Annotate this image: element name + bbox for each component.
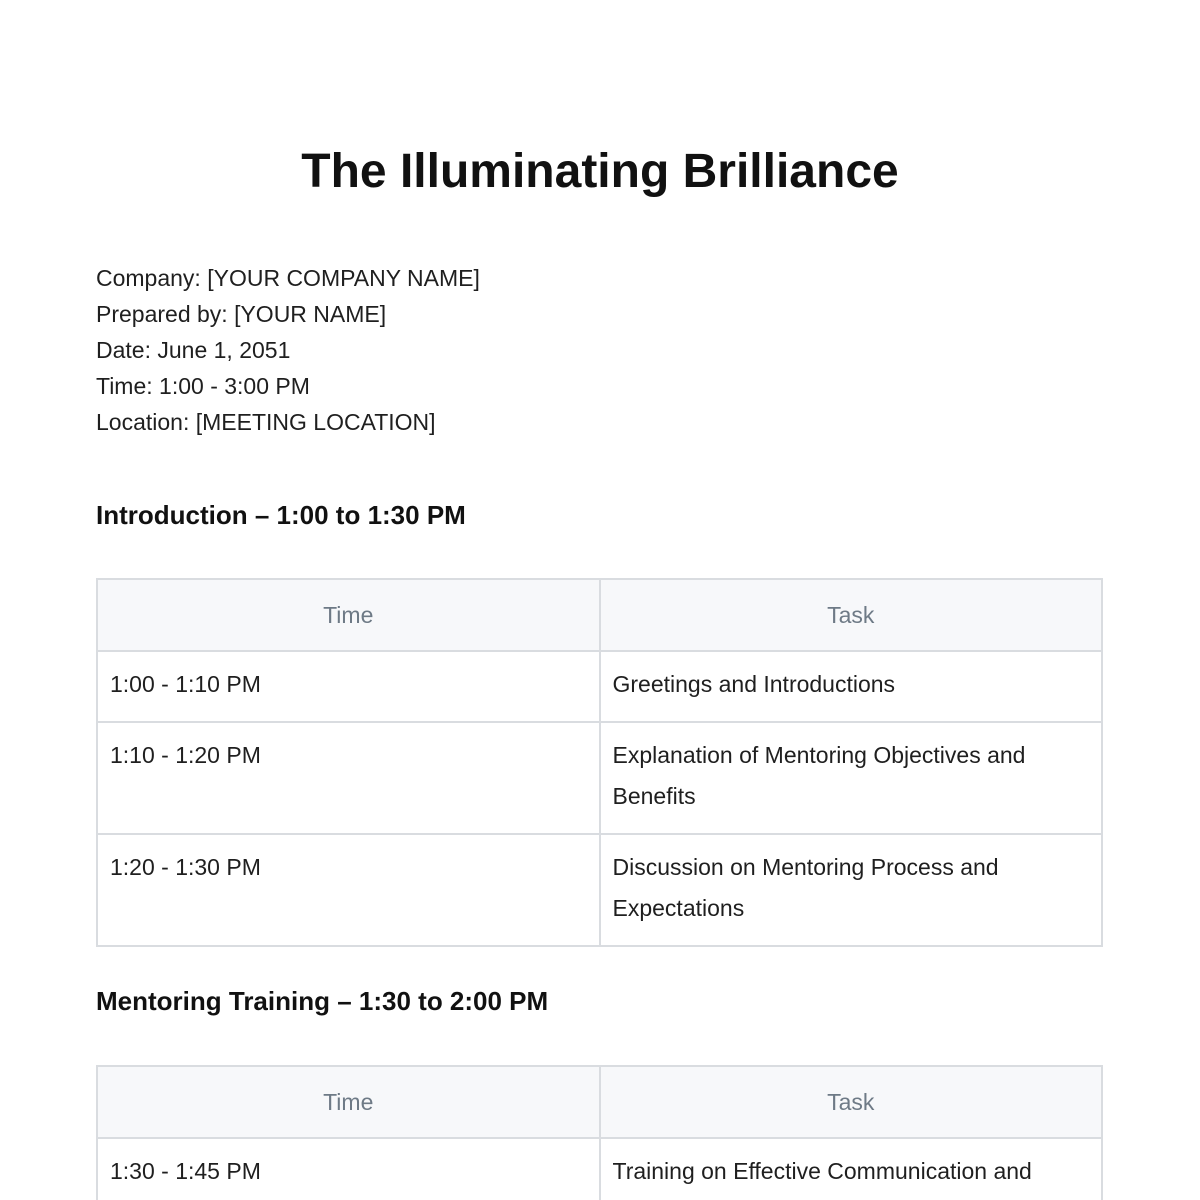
task-cell	[600, 722, 1103, 834]
column-header-time: Time	[97, 579, 600, 651]
column-header-time: Time	[97, 1066, 600, 1138]
meta-prepared-by: Prepared by: [YOUR NAME]	[96, 301, 387, 327]
time-text: 1:20 - 1:30 PM	[110, 854, 261, 880]
document-title: The Illuminating Brilliance	[301, 145, 899, 198]
column-header-task: Task	[600, 579, 1103, 651]
table-row	[97, 722, 1102, 834]
time-cell	[97, 1138, 600, 1200]
section-heading-mentoring-training: Mentoring Training – 1:30 to 2:00 PM	[96, 986, 549, 1016]
time-text: 1:10 - 1:20 PM	[110, 742, 261, 768]
time-cell	[97, 651, 600, 722]
task-text: Explanation of Mentoring Objectives and Benefits	[612, 742, 1026, 809]
table-header-row	[97, 1066, 1102, 1138]
introduction-table	[96, 578, 1103, 947]
task-cell	[600, 1138, 1103, 1200]
task-cell	[600, 651, 1103, 722]
time-cell	[97, 834, 600, 946]
meta-time: Time: 1:00 - 3:00 PM	[96, 373, 310, 399]
meta-company: Company: [YOUR COMPANY NAME]	[96, 265, 480, 291]
meta-location: Location: [MEETING LOCATION]	[96, 409, 436, 435]
table-row	[97, 1138, 1102, 1200]
time-cell	[97, 722, 600, 834]
table-row	[97, 651, 1102, 722]
time-text: 1:30 - 1:45 PM	[110, 1158, 261, 1184]
mentoring-training-table	[96, 1065, 1103, 1200]
task-cell	[600, 834, 1103, 946]
meta-date: Date: June 1, 2051	[96, 337, 291, 363]
table-row	[97, 834, 1102, 946]
time-text: 1:00 - 1:10 PM	[110, 671, 261, 697]
task-text: Discussion on Mentoring Process and Expectations	[612, 854, 999, 921]
task-text: Greetings and Introductions	[612, 671, 896, 697]
section-heading-introduction: Introduction – 1:00 to 1:30 PM	[96, 500, 466, 530]
task-text: Training on Effective Communication and	[612, 1158, 1032, 1184]
table-header-row	[97, 579, 1102, 651]
column-header-task: Task	[600, 1066, 1103, 1138]
document-meta	[96, 260, 480, 440]
